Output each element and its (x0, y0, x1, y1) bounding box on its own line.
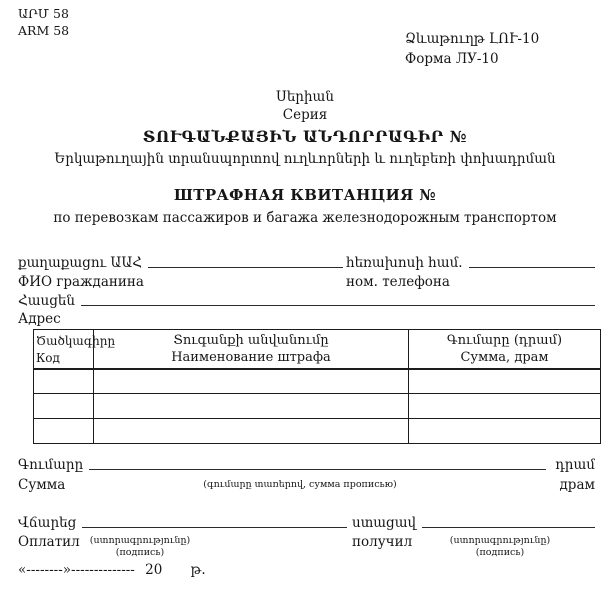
paid-label-russian: Оплатил (18, 534, 80, 550)
column-header-amount (409, 330, 601, 369)
fine-name-cell[interactable] (94, 369, 409, 394)
paid-signature-line[interactable] (82, 527, 347, 528)
signature-hint-russian: (подпись) (475, 547, 525, 558)
form-code-armenian: ԱՐՄ 58 (18, 6, 69, 21)
form-code-latin: ARM 58 (18, 23, 70, 38)
form-code-block (18, 5, 69, 39)
address-row (18, 292, 595, 310)
date-line-dashes: «--------»-------------- (18, 562, 135, 578)
paid-signature-hint (60, 535, 220, 559)
form-number-armenian: Ձևաթուղթ ԼՈՒ-10 (405, 31, 540, 47)
phone-label-russian: ном. телефона (346, 274, 450, 290)
signature-hint-russian: (подпись) (115, 547, 165, 558)
subtitle-armenian: Երկաթուղային տրանսպորտով ուղևորների և ուղեբեռի փոխադրման (54, 151, 556, 167)
paid-row (18, 514, 347, 532)
fines-table-header-row (34, 330, 601, 369)
column-header-fine-name (94, 330, 409, 369)
subtitle-russian: по перевозкам пассажиров и багажа железнодорожным транспортом (53, 210, 557, 226)
form-number-block (405, 29, 539, 69)
title-armenian: ՏՈՒԳԱՆՔԱՅԻՆ ԱՆԴՈՐՐԱԳԻՐ № (142, 127, 468, 146)
title-russian: ШТРАФНАЯ КВИТАНЦИЯ № (173, 186, 437, 204)
series-label-armenian: Սերիան (276, 89, 334, 105)
fine-row (34, 369, 601, 394)
fine-code-cell[interactable] (34, 394, 94, 419)
phone-row (346, 254, 595, 272)
signature-hint-armenian: (ստորագրությունը) (89, 535, 191, 546)
address-label-russian: Адрес (18, 311, 61, 327)
column-header-amount-armenian: Գումարը (դրամ) (446, 333, 563, 348)
column-header-code (34, 330, 116, 369)
signature-hint-armenian: (ստորագրությունը) (449, 535, 551, 546)
received-row (352, 514, 595, 532)
citizen-name-row (18, 254, 343, 272)
fine-row (34, 419, 601, 444)
fine-amount-cell[interactable] (409, 419, 601, 444)
column-header-code-armenian: Ծածկագիրը (36, 334, 116, 348)
series-block (0, 88, 610, 124)
sum-input-line[interactable] (89, 469, 546, 470)
sum-label-armenian: Գումարը (18, 457, 84, 473)
fine-code-cell[interactable] (34, 419, 94, 444)
currency-label-armenian: դրամ (555, 457, 595, 473)
received-signature-hint (420, 535, 580, 559)
currency-label-russian: драм (559, 477, 595, 493)
fines-table (33, 329, 601, 444)
column-header-fine-name-russian: Наименование штрафа (171, 349, 331, 365)
paid-label-armenian: Վճարեց (18, 515, 77, 531)
total-sum-row (18, 456, 595, 474)
citizen-name-label-armenian: քաղաքացու ԱԱՀ (18, 255, 143, 271)
fine-name-cell[interactable] (94, 394, 409, 419)
column-header-amount-russian: Сумма, драм (460, 349, 549, 365)
received-signature-line[interactable] (422, 527, 595, 528)
fine-name-cell[interactable] (94, 419, 409, 444)
sum-label-russian: Сумма (18, 477, 66, 493)
phone-input-line[interactable] (469, 267, 595, 268)
received-label-armenian: ստացավ (352, 515, 417, 531)
fine-row (34, 394, 601, 419)
date-line (18, 561, 206, 579)
fine-amount-cell[interactable] (409, 394, 601, 419)
column-header-fine-name-armenian: Տուգանքի անվանումը (173, 333, 329, 348)
citizen-name-label-russian: ФИО гражданина (18, 274, 144, 290)
address-label-armenian: Հասցեն (18, 293, 75, 309)
citizen-name-input-line[interactable] (148, 267, 343, 268)
date-line-year-suffix: թ. (190, 562, 206, 578)
date-line-year: 20 (145, 562, 163, 578)
fine-code-cell[interactable] (34, 369, 94, 394)
column-header-code-russian: Код (36, 350, 60, 365)
sum-in-words-hint: (գումարը տառերով, сумма прописью) (203, 479, 397, 490)
phone-label-armenian: հեռախոսի համ. (346, 255, 463, 271)
address-input-line[interactable] (81, 305, 595, 306)
series-label-russian: Серия (282, 107, 328, 123)
form-number-russian: Форма ЛУ-10 (405, 51, 499, 67)
received-label-russian: получил (352, 534, 413, 550)
fine-amount-cell[interactable] (409, 369, 601, 394)
